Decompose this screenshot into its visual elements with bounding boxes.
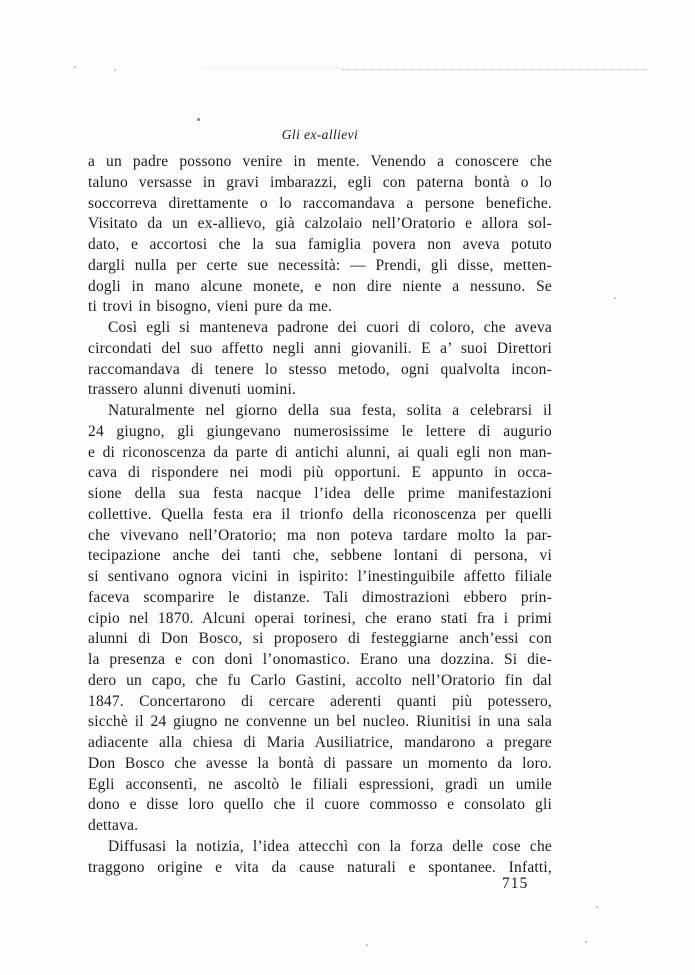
text-line: dato, e accortosi che la sua famiglia povera non aveva potuto bbox=[88, 236, 552, 253]
text-line: dargli nulla per certe sue necessità: — Prendi, gli disse, metten- bbox=[88, 256, 552, 274]
text-line: Egli acconsentì, ne ascoltò le filiali espressioni, gradì un umile bbox=[88, 775, 552, 793]
text-line: cava di rispondere nei modi più opportuni. E appunto in occa- bbox=[88, 464, 552, 482]
scan-speck bbox=[74, 66, 76, 68]
paragraph bbox=[88, 837, 552, 879]
text-line: che vivevano nell’Oratorio; ma non poteva tardare molto la par- bbox=[88, 526, 552, 544]
scan-speck bbox=[614, 297, 616, 299]
text-line: soccorreva direttamente o lo raccomandava a persone benefiche. bbox=[88, 194, 552, 212]
text-line: ti trovi in bisogno, vieni pure da me. bbox=[88, 298, 333, 316]
text-line: Diffusasi la notizia, l’idea attecchì con la forza delle cose che bbox=[108, 837, 552, 855]
text-line: 1847. Concertarono di cercare aderenti quanti più potessero, bbox=[88, 692, 552, 710]
text-line: e di riconoscenza da parte di antichi alunni, ai quali egli non man- bbox=[88, 443, 552, 461]
text-line: raccomandava di tenere lo stesso metodo, ogni qualvolta incon- bbox=[88, 360, 552, 378]
text-line: faceva scomparire le distanze. Tali dimostrazioni ebbero prin- bbox=[88, 588, 552, 606]
text-line: a un padre possono venire in mente. Venendo a conoscere che bbox=[88, 153, 552, 170]
text-line: si sentivano ognora vicini in ispirito: l’inestinguibile affetto filiale bbox=[88, 568, 552, 585]
text-line: taluno versasse in gravi imbarazzi, egli con paterna bontà o lo bbox=[88, 173, 552, 191]
text-line: Naturalmente nel giorno della sua festa, solita a celebrarsi il bbox=[108, 402, 552, 419]
text-line: circondati del suo affetto negli anni giovanili. E a’ suoi Direttori bbox=[88, 339, 552, 357]
body-text bbox=[88, 152, 552, 878]
text-line: collettive. Quella festa era il trionfo della riconoscenza per quelli bbox=[88, 505, 552, 523]
text-line: alunni di Don Bosco, si proposero di festeggiarne anch’essi con bbox=[88, 630, 552, 648]
text-line: trassero alunni divenuti uomini. bbox=[88, 381, 297, 399]
text-line: tecipazione anche dei tanti che, sebbene lontani di persona, vi bbox=[88, 547, 552, 565]
text-line: dero un capo, che fu Carlo Gastini, accolto nell’Oratorio fin dal bbox=[88, 671, 552, 689]
scan-speck bbox=[366, 944, 368, 946]
text-line: 24 giugno, gli giungevano numerosissime le lettere di augurio bbox=[88, 422, 552, 440]
text-line: sicchè il 24 giugno ne convenne un bel nucleo. Riunitisi in una sala bbox=[88, 713, 552, 731]
text-line: adiacente alla chiesa di Maria Ausiliatrice, mandarono a pregare bbox=[88, 734, 552, 751]
text-line: Don Bosco che avesse la bontà di passare un momento da loro. bbox=[88, 754, 552, 772]
text-line: sione della sua festa nacque l’idea delle prime manifestazioni bbox=[88, 485, 552, 502]
text-line: dono e disse loro quello che il cuore commosso e consolato gli bbox=[88, 796, 552, 814]
text-line: dogli in mano alcune monete, e non dire niente a nessuno. Se bbox=[88, 277, 552, 295]
page-number: 715 bbox=[502, 875, 529, 892]
text-line: Così egli si manteneva padrone dei cuori di coloro, che aveva bbox=[108, 319, 552, 336]
scan-noise-line bbox=[200, 68, 340, 69]
text-line: dettava. bbox=[88, 817, 139, 834]
text-line: la presenza e con doni l’onomastico. Erano una dozzina. Si die- bbox=[88, 651, 552, 668]
scan-speck bbox=[585, 941, 587, 943]
scan-noise-line bbox=[342, 69, 648, 70]
paragraph bbox=[88, 152, 552, 318]
scan-speck bbox=[197, 118, 200, 121]
scan-speck bbox=[596, 906, 598, 908]
text-line: Visitato da un ex-allievo, già calzolaio nell’Oratorio e allora sol- bbox=[88, 215, 552, 233]
text-line: cipio nel 1870. Alcuni operai torinesi, che erano stati fra i primi bbox=[88, 609, 552, 627]
paragraph bbox=[88, 318, 552, 401]
paragraph bbox=[88, 401, 552, 837]
running-header: Gli ex-allievi bbox=[281, 127, 359, 142]
scan-speck bbox=[114, 69, 116, 71]
text-line: traggono origine e vita da cause naturali e spontanee. Infatti, bbox=[88, 858, 552, 876]
